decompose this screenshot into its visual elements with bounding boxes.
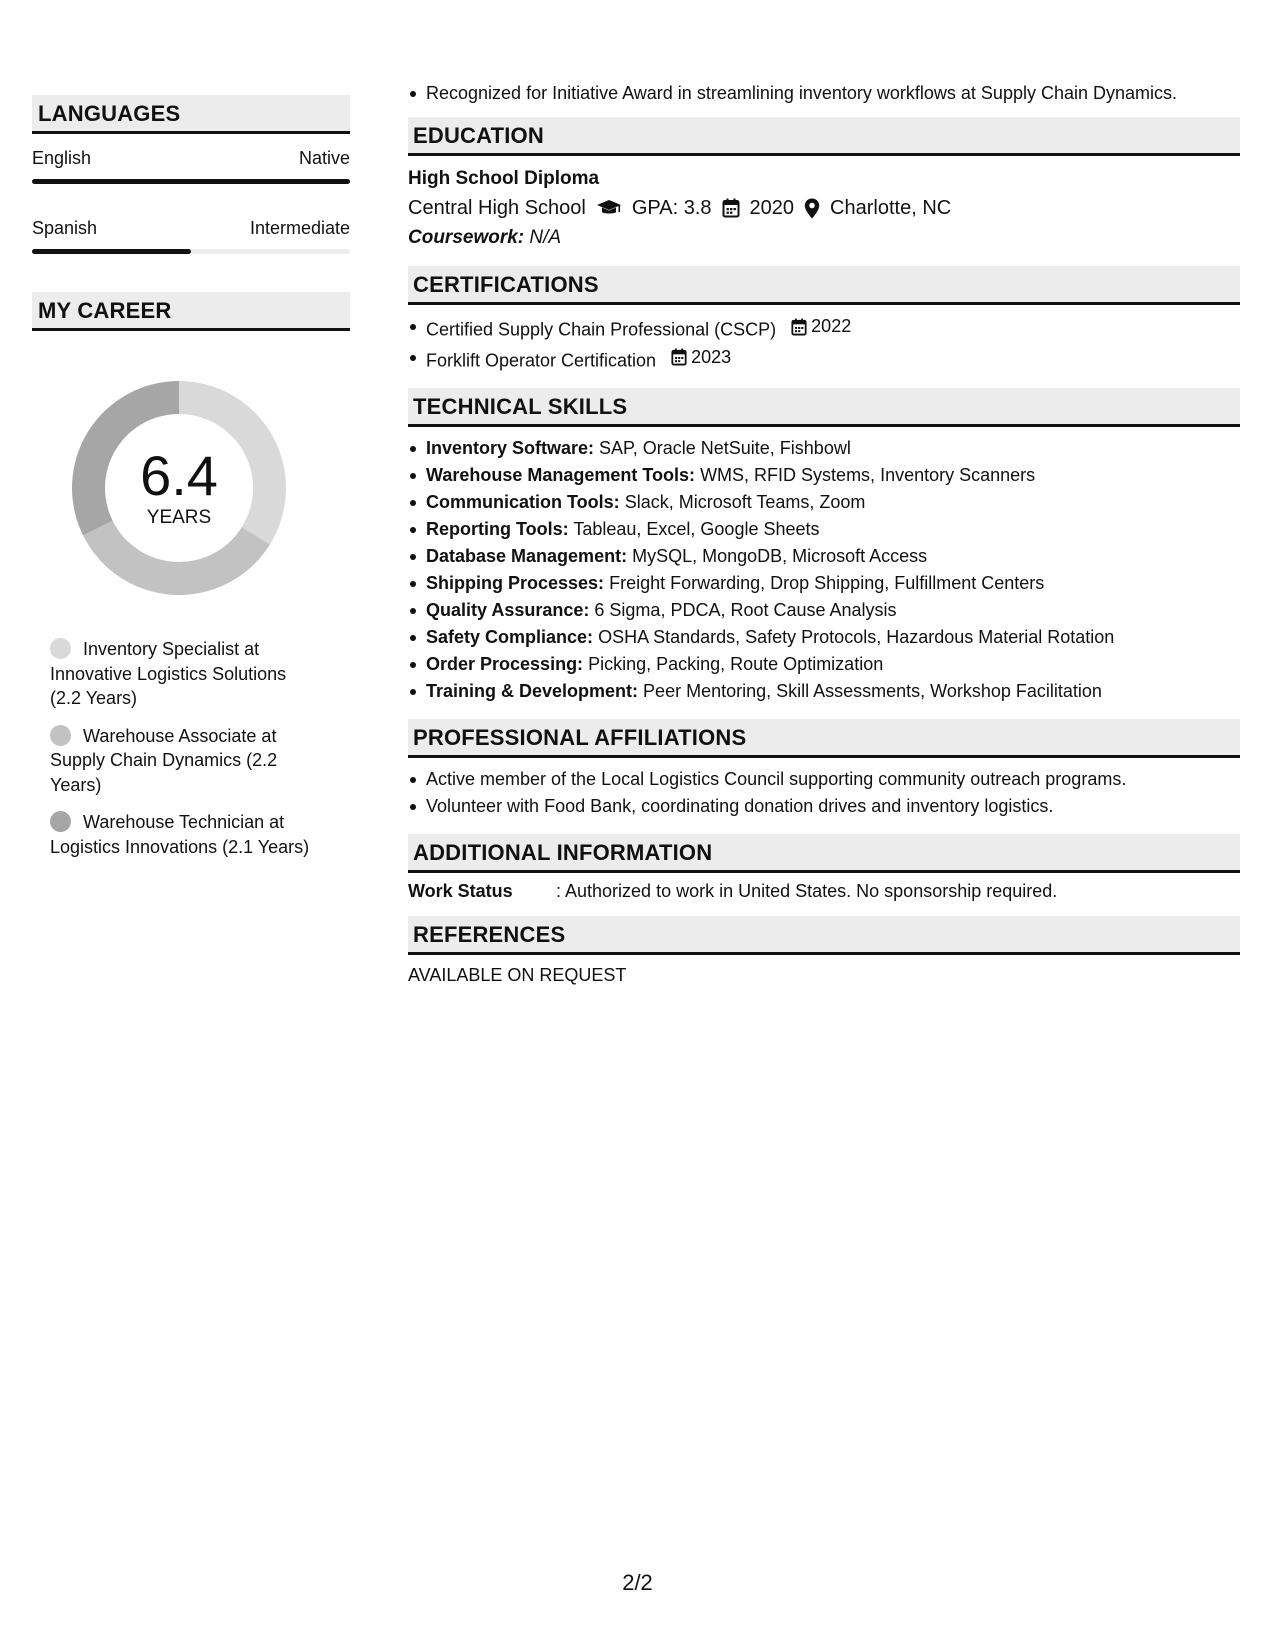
affiliation-item: Active member of the Local Logistics Council supporting community outreach programs. — [408, 766, 1240, 793]
skill-value: Freight Forwarding, Drop Shipping, Fulfillment Centers — [609, 573, 1045, 593]
skill-value: Peer Mentoring, Skill Assessments, Workshop Facilitation — [643, 681, 1102, 701]
skill-label: Quality Assurance: — [426, 600, 590, 620]
career-legend-text: Warehouse Associate at Supply Chain Dynamics (2.2 Years) — [50, 725, 278, 795]
experience-bullet: Recognized for Initiative Award in streamlining inventory workflows at Supply Chain Dynamics. — [408, 80, 1240, 107]
career-legend-text: Inventory Specialist at Innovative Logistics Solutions (2.2 Years) — [50, 639, 287, 708]
skill-value: SAP, Oracle NetSuite, Fishbowl — [599, 438, 851, 458]
language-name: Spanish — [32, 218, 98, 238]
education-section — [408, 117, 1240, 252]
references-text: AVAILABLE ON REQUEST — [408, 965, 627, 985]
skill-label: Training & Development: — [426, 681, 639, 701]
skill-item — [408, 678, 1240, 705]
work-status-label: Work Status — [408, 881, 513, 901]
certification-year: 2022 — [811, 316, 852, 336]
language-name: English — [32, 148, 92, 168]
location-pin-icon — [804, 198, 820, 219]
career-total-value: 6.4 — [140, 444, 218, 507]
language-level: Intermediate — [249, 218, 350, 238]
legend-dot-icon — [50, 638, 71, 659]
career-legend-item — [50, 724, 322, 798]
calendar-icon — [791, 318, 807, 336]
skill-item — [408, 570, 1240, 597]
education-school: Central High School — [408, 197, 586, 219]
career-legend — [32, 637, 322, 859]
skill-item — [408, 597, 1240, 624]
skill-value: 6 Sigma, PDCA, Root Cause Analysis — [594, 600, 897, 620]
skill-item — [408, 651, 1240, 678]
education-heading: EDUCATION — [408, 117, 1240, 156]
career-heading: MY CAREER — [32, 292, 350, 331]
technical-skills-list — [408, 435, 1240, 705]
page-number: 2/2 — [622, 1570, 653, 1595]
certifications-heading: CERTIFICATIONS — [408, 266, 1240, 305]
skill-item — [408, 543, 1240, 570]
skill-value: Slack, Microsoft Teams, Zoom — [624, 492, 866, 512]
education-meta — [408, 192, 1240, 224]
legend-dot-icon — [50, 811, 71, 832]
language-item — [32, 148, 350, 184]
calendar-icon — [722, 198, 740, 218]
certification-item — [408, 344, 1240, 375]
legend-dot-icon — [50, 725, 71, 746]
coursework-label: Coursework: — [408, 227, 525, 248]
skill-label: Database Management: — [426, 546, 628, 566]
education-year: 2020 — [749, 197, 795, 219]
language-proficiency-bar — [32, 249, 350, 254]
skill-label: Safety Compliance: — [426, 627, 594, 647]
language-proficiency-fill — [32, 179, 350, 184]
additional-info-section — [408, 834, 1240, 902]
skill-value: Picking, Packing, Route Optimization — [588, 654, 884, 674]
certification-year: 2023 — [691, 346, 732, 367]
skill-label: Reporting Tools: — [426, 519, 569, 539]
references-heading: REFERENCES — [408, 916, 1240, 955]
right-column — [408, 80, 1240, 1000]
skill-label: Warehouse Management Tools: — [426, 465, 696, 485]
references-section — [408, 916, 1240, 986]
additional-info-heading: ADDITIONAL INFORMATION — [408, 834, 1240, 873]
certification-item — [408, 313, 1240, 344]
career-legend-item — [50, 637, 322, 711]
education-coursework — [408, 224, 1240, 252]
certification-name: Certified Supply Chain Professional (CSCP) — [426, 319, 777, 340]
skill-value: MySQL, MongoDB, Microsoft Access — [632, 546, 928, 566]
skill-item — [408, 489, 1240, 516]
skill-label: Communication Tools: — [426, 492, 620, 512]
left-column — [32, 95, 350, 872]
calendar-icon — [671, 348, 687, 366]
affiliation-item: Volunteer with Food Bank, coordinating donation drives and inventory logistics. — [408, 793, 1240, 820]
certification-name: Forklift Operator Certification — [426, 350, 657, 370]
affiliations-list — [408, 766, 1240, 820]
experience-tail-list — [408, 80, 1240, 107]
skill-item — [408, 462, 1240, 489]
technical-skills-section — [408, 388, 1240, 705]
skill-item — [408, 624, 1240, 651]
skill-label: Order Processing: — [426, 654, 584, 674]
work-status-row — [408, 881, 1240, 902]
language-proficiency-bar — [32, 179, 350, 184]
career-total-unit: YEARS — [146, 507, 212, 528]
career-section — [32, 292, 350, 859]
education-degree: High School Diploma — [408, 168, 600, 189]
skill-value: Tableau, Excel, Google Sheets — [573, 519, 820, 539]
certifications-list — [408, 313, 1240, 374]
work-status-value: : Authorized to work in United States. No sponsorship required. — [556, 881, 1058, 901]
skill-label: Shipping Processes: — [426, 573, 605, 593]
skill-item — [408, 435, 1240, 462]
languages-list — [32, 148, 350, 254]
career-legend-item — [50, 810, 322, 859]
technical-skills-heading: TECHNICAL SKILLS — [408, 388, 1240, 427]
skill-item — [408, 516, 1240, 543]
language-proficiency-fill — [32, 249, 191, 254]
skill-value: WMS, RFID Systems, Inventory Scanners — [700, 465, 1036, 485]
skill-label: Inventory Software: — [426, 438, 595, 458]
career-legend-text: Warehouse Technician at Logistics Innovations (2.1 Years) — [50, 812, 310, 857]
languages-heading: LANGUAGES — [32, 95, 350, 134]
education-location: Charlotte, NC — [830, 197, 952, 219]
language-level: Native — [298, 148, 350, 168]
language-item — [32, 218, 350, 254]
affiliations-section — [408, 719, 1240, 820]
affiliations-heading: PROFESSIONAL AFFILIATIONS — [408, 719, 1240, 758]
skill-value: OSHA Standards, Safety Protocols, Hazardous Material Rotation — [598, 627, 1115, 647]
education-gpa: GPA: 3.8 — [631, 197, 712, 219]
certifications-section — [408, 266, 1240, 374]
coursework-value: N/A — [529, 227, 562, 248]
graduation-cap-icon — [596, 199, 622, 217]
career-donut-chart — [66, 375, 292, 601]
